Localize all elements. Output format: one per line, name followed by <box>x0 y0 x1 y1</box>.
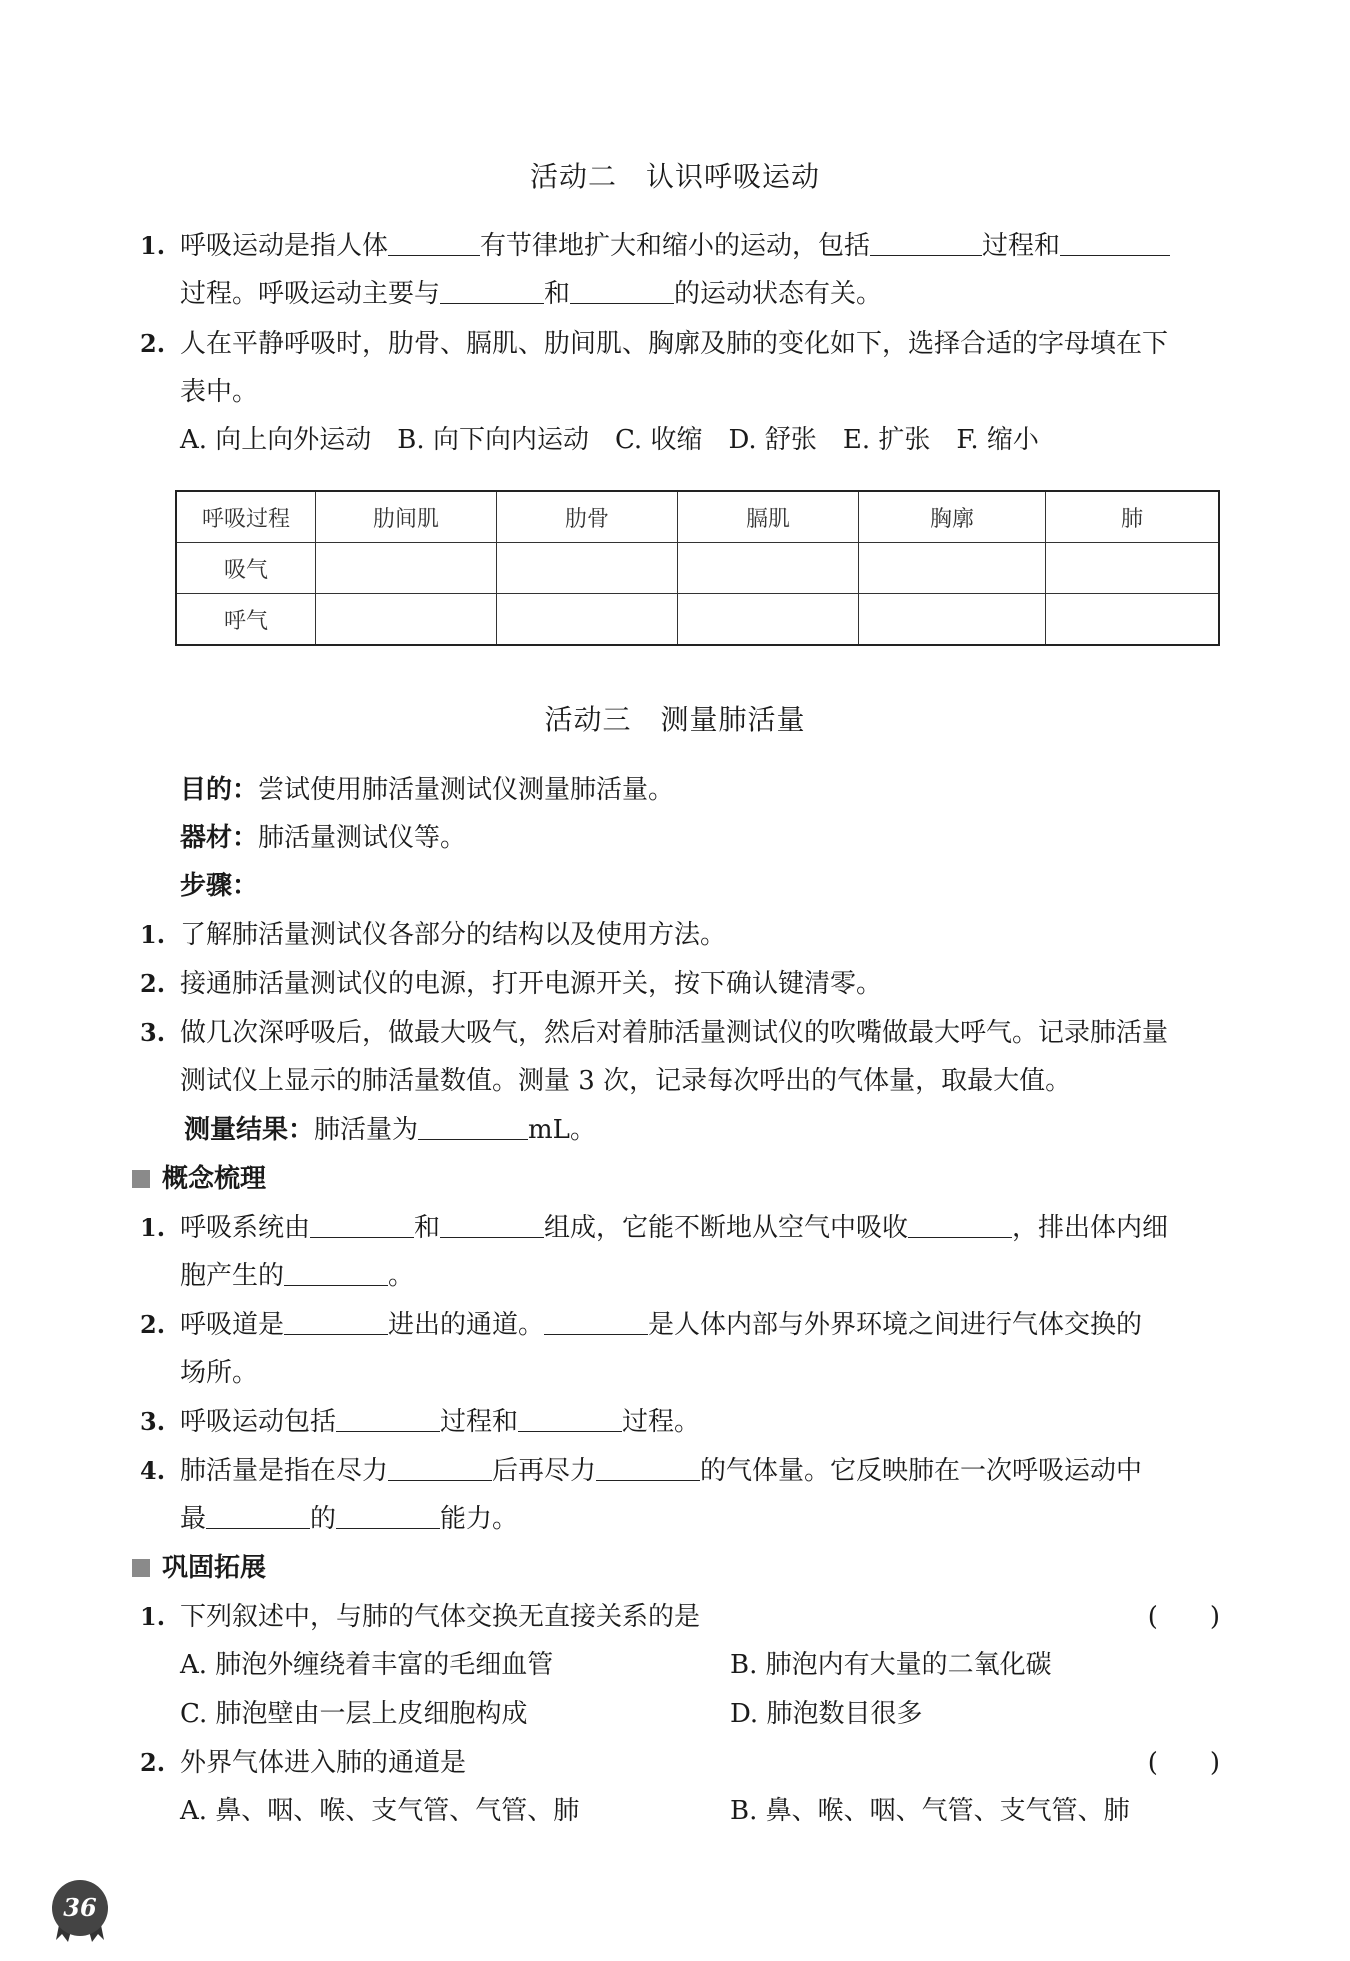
option-c[interactable]: C. 肺泡壁由一层上皮细胞构成 <box>180 1699 528 1729</box>
table-header-row <box>176 491 1219 543</box>
activity3-title: 活动三 测量肺活量 <box>544 703 806 736</box>
question-number: 3. <box>140 1407 166 1436</box>
answer-blank[interactable] <box>570 277 674 304</box>
option-list: A. 向上向外运动 B. 向下向内运动 C. 收缩 D. 舒张 E. 扩张 F. 缩小 <box>180 425 1039 455</box>
question-number: 1. <box>140 1213 166 1242</box>
answer-blank[interactable] <box>440 277 544 304</box>
question-text: 呼吸运动是指人体 有节律地扩大和缩小的运动，包括 过程和 <box>180 228 1220 264</box>
answer-blank[interactable] <box>206 1502 310 1529</box>
step-text: 了解肺活量测试仪各部分的结构以及使用方法。 <box>180 920 727 950</box>
square-bullet-icon <box>132 1559 150 1577</box>
question-text: 人在平静呼吸时，肋骨、膈肌、肋间肌、胸廓及肺的变化如下，选择合适的字母填在下 <box>180 329 1169 359</box>
question-text: 胞产生的 。 <box>180 1261 415 1291</box>
answer-parentheses[interactable]: ( ) <box>1147 1748 1220 1778</box>
answer-cell[interactable] <box>859 543 1046 594</box>
answer-blank[interactable] <box>908 1211 1012 1238</box>
steps-label: 步骤： <box>180 871 259 901</box>
question-text: 呼吸运动包括 过程和 过程。 <box>180 1407 701 1437</box>
question-text: 表中。 <box>180 377 259 407</box>
question-number: 1. <box>140 231 166 260</box>
material-line: 器材：肺活量测试仪等。 <box>180 823 467 853</box>
question-number: 2. <box>140 1310 166 1339</box>
activity2-title: 活动二 认识呼吸运动 <box>529 160 820 193</box>
question-text: 下列叙述中，与肺的气体交换无直接关系的是 <box>180 1602 701 1632</box>
step-text: 接通肺活量测试仪的电源，打开电源开关，按下确认键清零。 <box>180 969 883 999</box>
step-text: 做几次深呼吸后，做最大吸气，然后对着肺活量测试仪的吹嘴做最大呼气。记录肺活量 <box>180 1018 1169 1048</box>
answer-cell[interactable] <box>1046 594 1220 646</box>
row-label: 吸气 <box>176 543 316 594</box>
answer-blank[interactable] <box>544 1308 648 1335</box>
table-header: 胸廓 <box>859 491 1046 543</box>
step-number: 1. <box>140 920 166 949</box>
table-header: 呼吸过程 <box>176 491 316 543</box>
option-b[interactable]: B. 肺泡内有大量的二氧化碳 <box>730 1650 1052 1680</box>
option-b[interactable]: B. 鼻、喉、咽、气管、支气管、肺 <box>730 1796 1130 1826</box>
question-number: 1. <box>140 1602 166 1631</box>
answer-cell[interactable] <box>678 543 859 594</box>
answer-blank[interactable] <box>388 1454 492 1481</box>
question-text: 肺活量是指在尽力 后再尽力 的气体量。它反映肺在一次呼吸运动中 <box>180 1456 1143 1486</box>
option-d[interactable]: D. 肺泡数目很多 <box>730 1699 923 1729</box>
table-header: 肺 <box>1046 491 1220 543</box>
step-text: 测试仪上显示的肺活量数值。测量 3 次，记录每次呼出的气体量，取最大值。 <box>180 1066 1072 1096</box>
table-row <box>176 543 1219 594</box>
question-text: 场所。 <box>180 1358 259 1388</box>
answer-blank[interactable] <box>870 229 982 256</box>
question-text: 最 的 能力。 <box>180 1504 519 1534</box>
row-label: 呼气 <box>176 594 316 646</box>
answer-blank[interactable] <box>388 229 480 256</box>
answer-blank[interactable] <box>518 1405 622 1432</box>
step-number: 3. <box>140 1018 166 1047</box>
page-number: 36 <box>52 1880 108 1936</box>
answer-blank[interactable] <box>418 1113 528 1140</box>
answer-cell[interactable] <box>859 594 1046 646</box>
question-number: 2. <box>140 1748 166 1777</box>
answer-cell[interactable] <box>497 594 678 646</box>
table-header: 肋骨 <box>497 491 678 543</box>
question-number: 4. <box>140 1456 166 1485</box>
answer-parentheses[interactable]: ( ) <box>1147 1602 1220 1632</box>
question-text: 呼吸系统由 和 组成，它能不断地从空气中吸收 ，排出体内细 <box>180 1213 1169 1243</box>
answer-cell[interactable] <box>1046 543 1220 594</box>
result-line: 测量结果：肺活量为 mL。 <box>184 1115 596 1145</box>
square-bullet-icon <box>132 1170 150 1188</box>
answer-blank[interactable] <box>596 1454 700 1481</box>
answer-blank[interactable] <box>284 1259 388 1286</box>
answer-cell[interactable] <box>678 594 859 646</box>
question-number: 2. <box>140 329 166 358</box>
question-text: 外界气体进入肺的通道是 <box>180 1748 467 1778</box>
answer-blank[interactable] <box>440 1211 544 1238</box>
respiration-table <box>175 490 1220 646</box>
option-a[interactable]: A. 肺泡外缠绕着丰富的毛细血管 <box>180 1650 554 1680</box>
section-heading-extension: 巩固拓展 <box>132 1550 266 1586</box>
section-heading-concepts: 概念梳理 <box>132 1161 266 1197</box>
table-row <box>176 594 1219 646</box>
answer-cell[interactable] <box>497 543 678 594</box>
answer-blank[interactable] <box>310 1211 414 1238</box>
question-text: 呼吸道是 进出的通道。 是人体内部与外界环境之间进行气体交换的 <box>180 1310 1143 1340</box>
step-number: 2. <box>140 969 166 998</box>
answer-cell[interactable] <box>316 594 497 646</box>
purpose-line: 目的：尝试使用肺活量测试仪测量肺活量。 <box>180 775 675 805</box>
answer-cell[interactable] <box>316 543 497 594</box>
option-a[interactable]: A. 鼻、咽、喉、支气管、气管、肺 <box>180 1796 580 1826</box>
answer-blank[interactable] <box>336 1405 440 1432</box>
table-header: 肋间肌 <box>316 491 497 543</box>
answer-blank[interactable] <box>336 1502 440 1529</box>
answer-blank[interactable] <box>284 1308 388 1335</box>
table-header: 膈肌 <box>678 491 859 543</box>
answer-blank[interactable] <box>1060 229 1170 256</box>
question-text: 过程。呼吸运动主要与 和 的运动状态有关。 <box>180 279 883 309</box>
